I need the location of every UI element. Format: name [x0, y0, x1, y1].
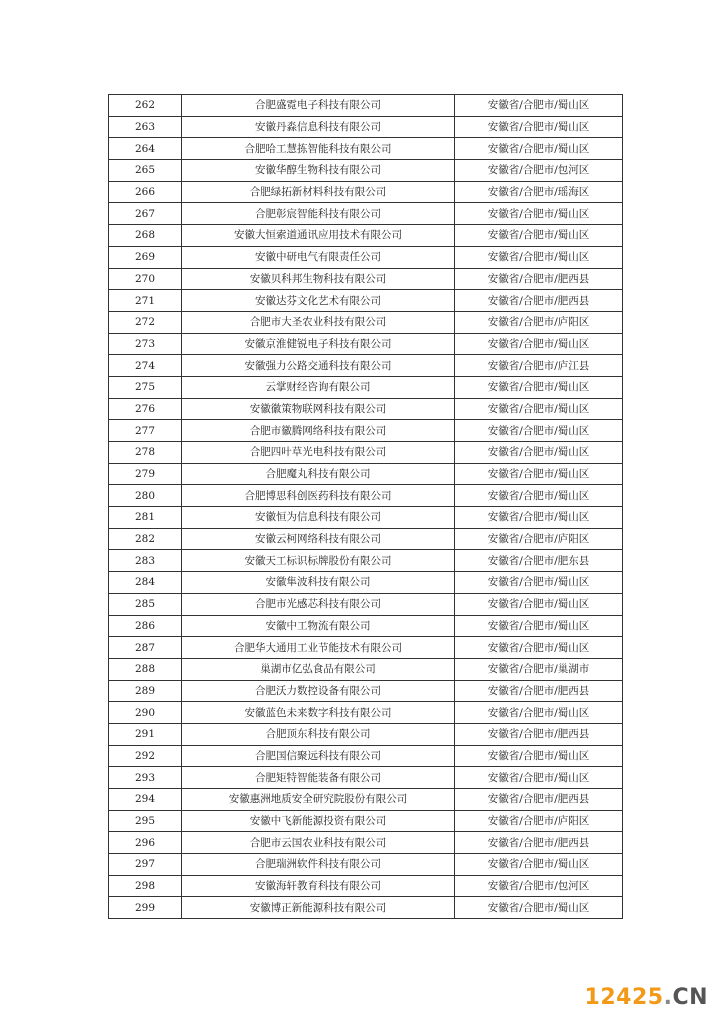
table-row [109, 160, 623, 182]
row-number: 298 [109, 875, 182, 897]
company-list-table [108, 94, 623, 919]
row-number: 272 [109, 311, 182, 333]
company-name: 合肥四叶草光电科技有限公司 [182, 442, 455, 464]
row-number: 290 [109, 702, 182, 724]
company-location: 安徽省/合肥市/蜀山区 [455, 745, 623, 767]
company-location: 安徽省/合肥市/肥西县 [455, 268, 623, 290]
row-number: 295 [109, 810, 182, 832]
company-location: 安徽省/合肥市/蜀山区 [455, 637, 623, 659]
company-location: 安徽省/合肥市/庐江县 [455, 355, 623, 377]
company-name: 安徽海轩教育科技有限公司 [182, 875, 455, 897]
table-row [109, 789, 623, 811]
row-number: 296 [109, 832, 182, 854]
row-number: 263 [109, 116, 182, 138]
row-number: 292 [109, 745, 182, 767]
company-location: 安徽省/合肥市/瑶海区 [455, 181, 623, 203]
table-row [109, 658, 623, 680]
company-name: 合肥市大圣农业科技有限公司 [182, 311, 455, 333]
table-row [109, 832, 623, 854]
company-location: 安徽省/合肥市/蜀山区 [455, 420, 623, 442]
table-row [109, 875, 623, 897]
row-number: 284 [109, 572, 182, 594]
company-name: 安徽中研电气有限责任公司 [182, 246, 455, 268]
company-location: 安徽省/合肥市/包河区 [455, 875, 623, 897]
table-row [109, 615, 623, 637]
row-number: 299 [109, 897, 182, 919]
company-location: 安徽省/合肥市/庐阳区 [455, 311, 623, 333]
company-name: 合肥盛霓电子科技有限公司 [182, 95, 455, 117]
company-location: 安徽省/合肥市/庐阳区 [455, 810, 623, 832]
company-location: 安徽省/合肥市/蜀山区 [455, 398, 623, 420]
table-row [109, 203, 623, 225]
table-row [109, 680, 623, 702]
company-name: 合肥魔丸科技有限公司 [182, 463, 455, 485]
company-location: 安徽省/合肥市/蜀山区 [455, 572, 623, 594]
company-name: 合肥博思科创医药科技有限公司 [182, 485, 455, 507]
row-number: 293 [109, 767, 182, 789]
table-row [109, 572, 623, 594]
company-name: 安徽达芬文化艺术有限公司 [182, 290, 455, 312]
company-location: 安徽省/合肥市/肥西县 [455, 789, 623, 811]
company-location: 安徽省/合肥市/蜀山区 [455, 116, 623, 138]
company-name: 合肥沃力数控设备有限公司 [182, 680, 455, 702]
company-name: 合肥市徽腾网络科技有限公司 [182, 420, 455, 442]
company-name: 安徽惠洲地质安全研究院股份有限公司 [182, 789, 455, 811]
row-number: 278 [109, 442, 182, 464]
site-watermark-logo: 12425.CN [584, 985, 708, 1010]
row-number: 271 [109, 290, 182, 312]
row-number: 282 [109, 528, 182, 550]
company-name: 安徽恒为信息科技有限公司 [182, 507, 455, 529]
company-name: 合肥市光感芯科技有限公司 [182, 593, 455, 615]
table-row [109, 702, 623, 724]
company-location: 安徽省/合肥市/蜀山区 [455, 138, 623, 160]
table-row [109, 420, 623, 442]
table-row [109, 95, 623, 117]
table-row [109, 854, 623, 876]
table-row [109, 290, 623, 312]
row-number: 273 [109, 333, 182, 355]
row-number: 291 [109, 723, 182, 745]
row-number: 294 [109, 789, 182, 811]
company-location: 安徽省/合肥市/巢湖市 [455, 658, 623, 680]
row-number: 283 [109, 550, 182, 572]
table-row [109, 268, 623, 290]
company-location: 安徽省/合肥市/肥西县 [455, 832, 623, 854]
row-number: 276 [109, 398, 182, 420]
table-row [109, 442, 623, 464]
company-location: 安徽省/合肥市/蜀山区 [455, 702, 623, 724]
table-row [109, 485, 623, 507]
company-location: 安徽省/合肥市/肥西县 [455, 680, 623, 702]
company-location: 安徽省/合肥市/蜀山区 [455, 593, 623, 615]
table-row [109, 355, 623, 377]
table-row [109, 593, 623, 615]
company-name: 合肥华大通用工业节能技术有限公司 [182, 637, 455, 659]
company-name: 安徽蓝色未来数字科技有限公司 [182, 702, 455, 724]
row-number: 289 [109, 680, 182, 702]
company-name: 合肥矩特智能装备有限公司 [182, 767, 455, 789]
row-number: 268 [109, 225, 182, 247]
company-name: 安徽云柯网络科技有限公司 [182, 528, 455, 550]
table-row [109, 333, 623, 355]
company-name: 安徽京淮健锐电子科技有限公司 [182, 333, 455, 355]
row-number: 264 [109, 138, 182, 160]
row-number: 266 [109, 181, 182, 203]
table-row [109, 897, 623, 919]
company-name: 安徽隼波科技有限公司 [182, 572, 455, 594]
table-row [109, 398, 623, 420]
company-location: 安徽省/合肥市/蜀山区 [455, 333, 623, 355]
company-location: 安徽省/合肥市/蜀山区 [455, 225, 623, 247]
company-location: 安徽省/合肥市/蜀山区 [455, 854, 623, 876]
company-name: 安徽天工标识标牌股份有限公司 [182, 550, 455, 572]
table-row [109, 116, 623, 138]
company-name: 安徽博正新能源科技有限公司 [182, 897, 455, 919]
row-number: 267 [109, 203, 182, 225]
company-name: 巢湖市亿弘食品有限公司 [182, 658, 455, 680]
company-location: 安徽省/合肥市/肥西县 [455, 723, 623, 745]
company-name: 安徽强力公路交通科技有限公司 [182, 355, 455, 377]
company-location: 安徽省/合肥市/蜀山区 [455, 246, 623, 268]
company-name: 安徽贝科邦生物科技有限公司 [182, 268, 455, 290]
table-row [109, 181, 623, 203]
table-row [109, 246, 623, 268]
company-name: 合肥国信聚远科技有限公司 [182, 745, 455, 767]
company-name: 合肥顶东科技有限公司 [182, 723, 455, 745]
row-number: 275 [109, 376, 182, 398]
company-name: 合肥市云国农业科技有限公司 [182, 832, 455, 854]
table-row [109, 463, 623, 485]
table-row [109, 507, 623, 529]
company-location: 安徽省/合肥市/肥东县 [455, 550, 623, 572]
company-location: 安徽省/合肥市/蜀山区 [455, 897, 623, 919]
company-name: 合肥绿拓新材料科技有限公司 [182, 181, 455, 203]
row-number: 281 [109, 507, 182, 529]
company-location: 安徽省/合肥市/蜀山区 [455, 463, 623, 485]
company-location: 安徽省/合肥市/蜀山区 [455, 376, 623, 398]
table-row [109, 637, 623, 659]
table-row [109, 225, 623, 247]
row-number: 297 [109, 854, 182, 876]
company-name: 安徽徽策物联网科技有限公司 [182, 398, 455, 420]
row-number: 262 [109, 95, 182, 117]
table-row [109, 138, 623, 160]
table-row [109, 745, 623, 767]
company-location: 安徽省/合肥市/蜀山区 [455, 507, 623, 529]
company-location: 安徽省/合肥市/蜀山区 [455, 442, 623, 464]
company-name: 安徽华醇生物科技有限公司 [182, 160, 455, 182]
table-row [109, 376, 623, 398]
company-name: 安徽大恒索道通讯应用技术有限公司 [182, 225, 455, 247]
company-location: 安徽省/合肥市/肥西县 [455, 290, 623, 312]
row-number: 279 [109, 463, 182, 485]
table-row [109, 550, 623, 572]
company-name: 安徽丹淼信息科技有限公司 [182, 116, 455, 138]
row-number: 286 [109, 615, 182, 637]
company-location: 安徽省/合肥市/蜀山区 [455, 615, 623, 637]
row-number: 277 [109, 420, 182, 442]
company-location: 安徽省/合肥市/蜀山区 [455, 485, 623, 507]
table-row [109, 528, 623, 550]
company-name: 云掌财经咨询有限公司 [182, 376, 455, 398]
company-name: 合肥彰宸智能科技有限公司 [182, 203, 455, 225]
company-list-body [109, 95, 623, 919]
company-location: 安徽省/合肥市/蜀山区 [455, 203, 623, 225]
table-row [109, 723, 623, 745]
row-number: 274 [109, 355, 182, 377]
row-number: 265 [109, 160, 182, 182]
company-name: 合肥哈工慧拣智能科技有限公司 [182, 138, 455, 160]
row-number: 287 [109, 637, 182, 659]
company-location: 安徽省/合肥市/包河区 [455, 160, 623, 182]
company-name: 合肥瑞洲软件科技有限公司 [182, 854, 455, 876]
company-name: 安徽中飞新能源投资有限公司 [182, 810, 455, 832]
table-row [109, 311, 623, 333]
company-location: 安徽省/合肥市/蜀山区 [455, 767, 623, 789]
company-name: 安徽中工物流有限公司 [182, 615, 455, 637]
row-number: 269 [109, 246, 182, 268]
row-number: 280 [109, 485, 182, 507]
row-number: 288 [109, 658, 182, 680]
company-location: 安徽省/合肥市/蜀山区 [455, 95, 623, 117]
company-location: 安徽省/合肥市/庐阳区 [455, 528, 623, 550]
table-row [109, 767, 623, 789]
row-number: 285 [109, 593, 182, 615]
table-row [109, 810, 623, 832]
row-number: 270 [109, 268, 182, 290]
